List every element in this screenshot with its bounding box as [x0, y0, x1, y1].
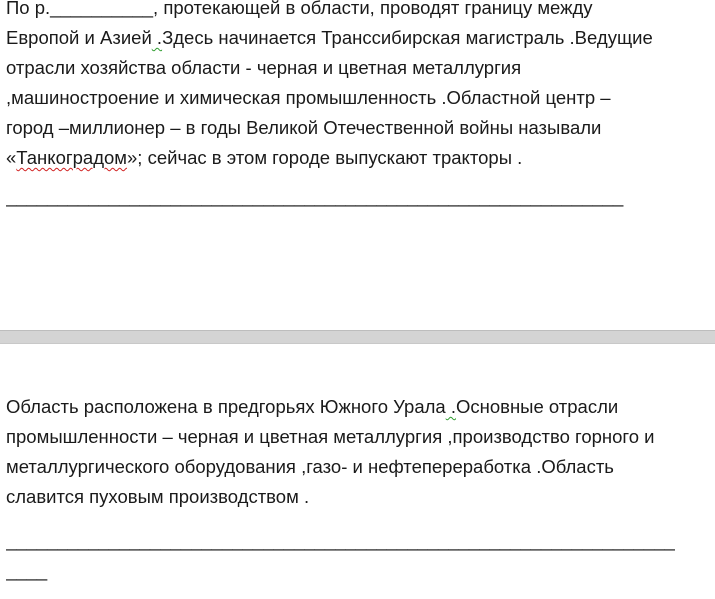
spelling-flag[interactable]: Танкоградом [16, 147, 127, 168]
text-line: город –миллионер – в годы Великой Отечественной войны называли [6, 117, 602, 138]
text-line: По р.__________, протекающей в области, проводят границу между [6, 0, 593, 18]
text-line [6, 23, 710, 53]
text-fragment: »; сейчас в этом городе выпускают тракторы . [127, 147, 523, 168]
answer-line[interactable]: ____ [6, 560, 48, 581]
text-line: славится пуховым производством . [6, 486, 310, 507]
answer-blank-2[interactable] [6, 526, 696, 586]
answer-blank-1[interactable] [6, 182, 640, 212]
question-2-paragraph [6, 392, 710, 512]
grammar-flag[interactable]: . [151, 27, 163, 48]
text-fragment: Европой и Азией [6, 27, 152, 48]
question-1-paragraph [6, 0, 710, 173]
text-line: ,машиностроение и химическая промышленность .Областной центр – [6, 87, 611, 108]
text-fragment: Здесь начинается Транссибирская магистраль .Ведущие [162, 27, 653, 48]
grammar-flag[interactable]: . [445, 396, 456, 417]
text-line: отрасли хозяйства области - черная и цветная металлургия [6, 57, 522, 78]
text-line [6, 392, 710, 422]
text-fragment: Основные отрасли [455, 396, 619, 417]
page-break [0, 330, 715, 344]
text-line [6, 143, 710, 173]
text-line: промышленности – черная и цветная металлургия ,производство горного и [6, 426, 655, 447]
text-line: металлургического оборудования ,газо- и нефтепереработка .Область [6, 456, 614, 477]
text-fragment: Область расположена в предгорьях Южного Урала [6, 396, 446, 417]
answer-line[interactable]: _________________________________________________________________ [6, 530, 675, 551]
text-fragment: « [6, 147, 17, 168]
document-page-2 [0, 344, 715, 599]
answer-line[interactable]: ____________________________________________________________ [6, 186, 624, 207]
